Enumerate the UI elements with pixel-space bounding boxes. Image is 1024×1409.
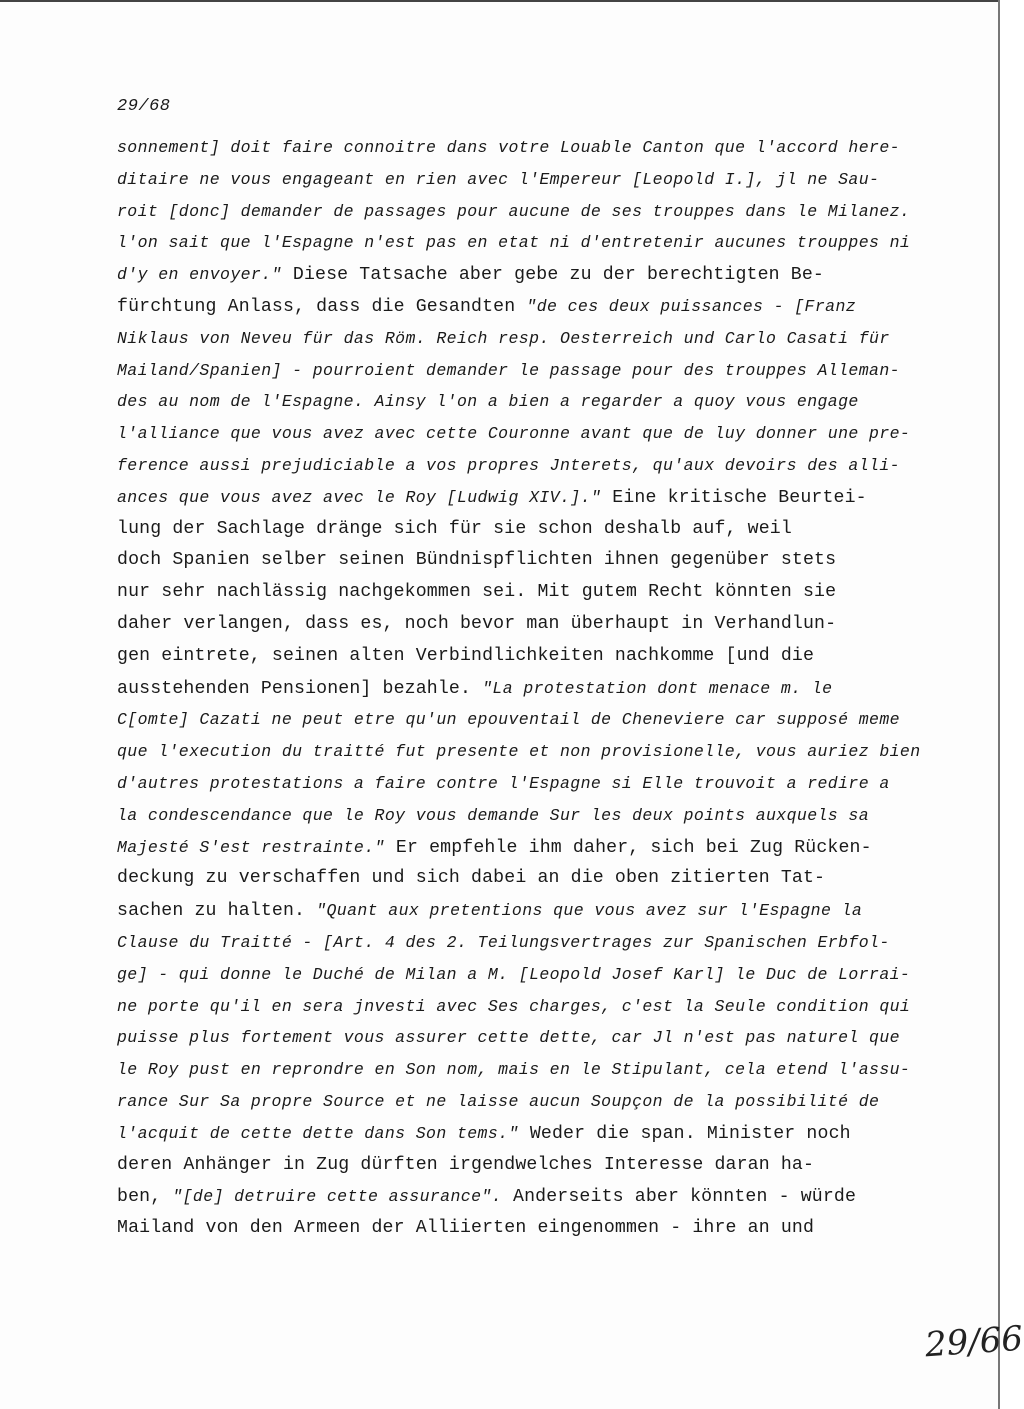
- text-line: [117, 514, 917, 546]
- quoted-french-text: le Roy pust en reprondre en Son nom, mais en le Stipulant, cela etend l'assu-: [117, 1060, 911, 1080]
- body-text: [117, 132, 921, 1245]
- german-text: nur sehr nachlässig nachgekommen sei. Mit gutem Recht könnten sie: [117, 582, 837, 603]
- quoted-french-text: l'on sait que l'Espagne n'est pas en etat ni d'entretenir aucunes trouppes ni: [117, 233, 911, 253]
- text-line: [117, 545, 917, 577]
- german-text: Diese Tatsache aber gebe zu der berechtigten Be-: [281, 265, 824, 286]
- text-line: [117, 895, 917, 927]
- text-line: [117, 1213, 917, 1245]
- text-line: [117, 227, 917, 259]
- quoted-french-text: l'acquit de cette dette dans Son tems.": [117, 1123, 519, 1143]
- quoted-french-text: sonnement] doit faire connoitre dans votre Louable Canton que l'accord here-: [117, 138, 900, 157]
- text-line: [117, 164, 917, 196]
- quoted-french-text: l'alliance que vous avez avec cette Couronne avant que de luy donner une pre-: [117, 424, 911, 444]
- text-line: [117, 577, 917, 609]
- quoted-french-text: ge] - qui donne le Duché de Milan a M. [Leopold Josef Karl] le Duc de Lorrai-: [117, 964, 911, 984]
- german-text: fürchtung Anlass, dass die Gesandten: [117, 296, 527, 317]
- german-text: doch Spanien selber seinen Bündnispflichten ihnen gegenüber stets: [117, 550, 837, 571]
- german-text: sachen zu halten.: [117, 901, 317, 922]
- german-text: Mailand von den Armeen der Alliierten eingenommen - ihre an und: [117, 1218, 815, 1239]
- text-line: [117, 386, 917, 418]
- text-line: [117, 641, 917, 673]
- german-text: Eine kritische Beurtei-: [601, 487, 867, 508]
- german-text: ausstehenden Pensionen] bezahle.: [117, 678, 483, 699]
- text-line: [117, 1118, 917, 1150]
- text-line: [117, 832, 917, 864]
- quoted-french-text: Mailand/Spanien] - pourroient demander le passage pour des trouppes Alleman-: [117, 360, 900, 380]
- text-line: [117, 991, 917, 1023]
- text-line: [117, 959, 917, 991]
- quoted-french-text: Clause du Traitté - [Art. 4 des 2. Teilungsvertrages zur Spanischen Erbfol-: [117, 932, 890, 952]
- german-text: deckung zu verschaffen und sich dabei an die oben zitierten Tat-: [117, 868, 826, 889]
- scan-right-edge: [998, 0, 1000, 1409]
- text-line: [117, 736, 921, 768]
- quoted-french-text: "de ces deux puissances - [Franz: [526, 296, 857, 316]
- text-line: [117, 673, 917, 705]
- text-line: [117, 609, 917, 641]
- german-text: ben,: [117, 1187, 173, 1208]
- quoted-french-text: d'y en envoyer.": [117, 265, 282, 285]
- quoted-french-text: rance Sur Sa propre Source et ne laisse aucun Soupçon de la possibilité de: [117, 1091, 880, 1111]
- quoted-french-text: ference aussi prejudiciable a vos propres Jnterets, qu'aux devoirs des alli-: [117, 455, 900, 475]
- german-text: daher verlangen, dass es, noch bevor man überhaupt in Verhandlun-: [117, 613, 837, 634]
- text-line: [117, 927, 917, 959]
- text-line: [117, 704, 917, 736]
- quoted-french-text: "Quant aux pretentions que vous avez sur l'Espagne la: [316, 901, 863, 921]
- german-text: Er empfehle ihm daher, sich bei Zug Rücken-: [384, 837, 872, 858]
- quoted-french-text: Niklaus von Neveu für das Röm. Reich resp. Oesterreich und Carlo Casati für: [117, 328, 890, 348]
- text-line: [117, 1150, 917, 1182]
- text-line: [117, 1022, 917, 1054]
- text-line: [117, 482, 917, 514]
- text-line: [117, 418, 917, 450]
- text-line: [117, 259, 917, 291]
- quoted-french-text: d'autres protestations a faire contre l'Espagne si Elle trouvoit a redire a: [117, 773, 890, 793]
- german-text: gen eintrete, seinen alten Verbindlichkeiten nachkomme [und die: [117, 645, 815, 666]
- text-line: [117, 1086, 917, 1118]
- text-line: [117, 800, 917, 832]
- german-text: deren Anhänger in Zug dürften irgendwelches Interesse daran ha-: [117, 1154, 815, 1175]
- quoted-french-text: "[de] detruire cette assurance".: [172, 1187, 502, 1207]
- text-line: [117, 196, 917, 228]
- quoted-french-text: roit [donc] demander de passages pour aucune de ses trouppes dans le Milanez.: [117, 201, 911, 221]
- quoted-french-text: ditaire ne vous engageant en rien avec l'Empereur [Leopold I.], jl ne Sau-: [117, 169, 880, 189]
- german-text: Weder die span. Minister noch: [518, 1123, 851, 1144]
- quoted-french-text: C[omte] Cazati ne peut etre qu'un epouventail de Cheneviere car supposé meme: [117, 710, 900, 730]
- page-number: 29/68: [117, 97, 171, 116]
- handwritten-page-number: 29/66: [923, 1318, 1024, 1366]
- quoted-french-text: que l'execution du traitté fut presente et non provisionelle, vous auriez bien: [117, 742, 921, 762]
- german-text: lung der Sachlage dränge sich für sie schon deshalb auf, weil: [117, 518, 792, 539]
- quoted-french-text: des au nom de l'Espagne. Ainsy l'on a bien a regarder a quoy vous engage: [117, 392, 859, 412]
- text-line: [117, 132, 917, 164]
- text-line: [117, 291, 917, 323]
- text-line: [117, 1054, 917, 1086]
- quoted-french-text: ne porte qu'il en sera jnvesti avec Ses charges, c'est la Seule condition qui: [117, 996, 911, 1016]
- quoted-french-text: puisse plus fortement vous assurer cette dette, car Jl n'est pas naturel que: [117, 1028, 900, 1048]
- text-line: [117, 323, 917, 355]
- scan-top-edge: [0, 0, 1000, 2]
- text-line: [117, 355, 917, 387]
- quoted-french-text: Majesté S'est restrainte.": [117, 837, 385, 857]
- quoted-french-text: la condescendance que le Roy vous demande Sur les deux points auxquels sa: [117, 805, 870, 825]
- text-line: [117, 1181, 917, 1213]
- german-text: Anderseits aber könnten - würde: [501, 1187, 857, 1208]
- text-line: [117, 863, 917, 895]
- quoted-french-text: "La protestation dont menace m. le: [482, 678, 833, 698]
- quoted-french-text: ances que vous avez avec le Roy [Ludwig XIV.].": [117, 487, 602, 507]
- text-line: [117, 768, 917, 800]
- text-line: [117, 450, 917, 482]
